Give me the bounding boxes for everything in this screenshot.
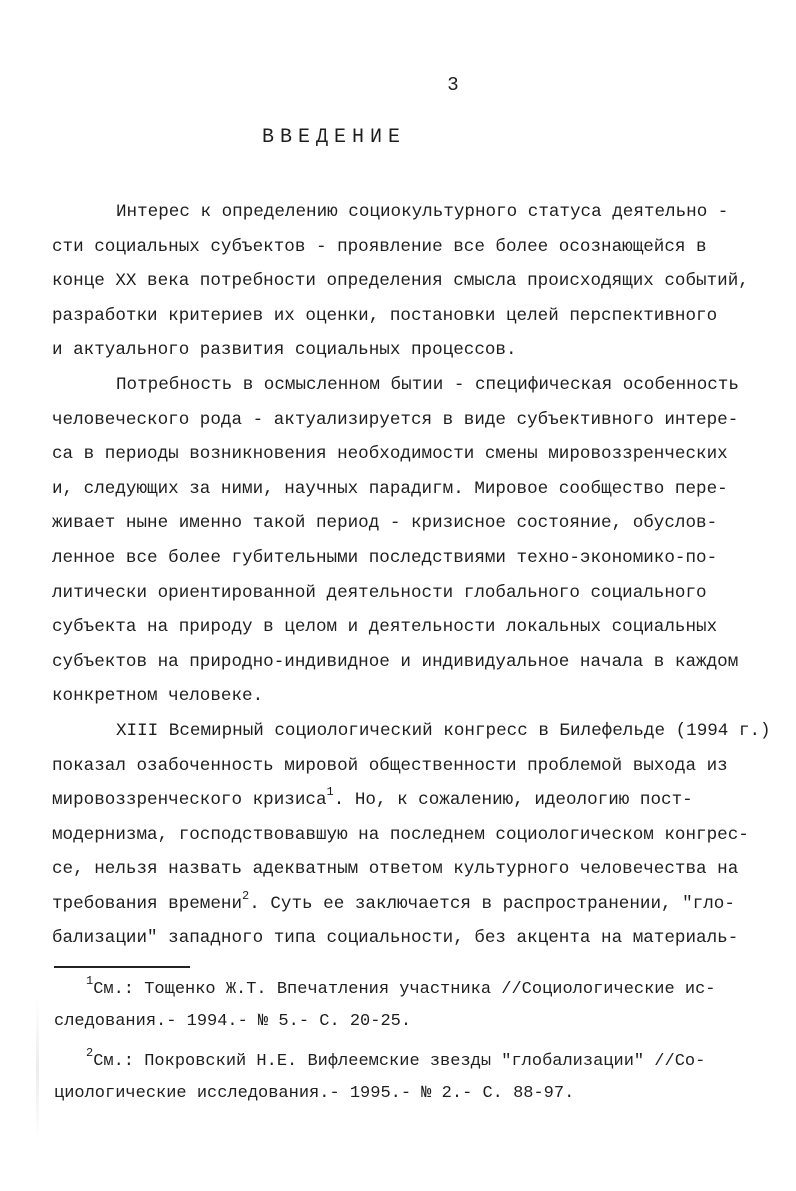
- page-number: 3: [447, 74, 459, 96]
- footnote-text: См.: Покровский Н.Е. Вифлеемские звезды "глобализации" //Со-: [93, 1052, 706, 1071]
- footnote-2: [54, 1046, 744, 1078]
- footnote-1: [54, 974, 744, 1006]
- text-line: разработки критериев их оценки, постановки целей перспективного: [52, 305, 718, 326]
- text-segment: мировоззренческого кризиса: [52, 790, 327, 811]
- footnote-ref-2[interactable]: 2: [242, 888, 250, 903]
- footnotes: [54, 974, 744, 1110]
- text-line: литически ориентированной деятельности глобального социального: [52, 582, 707, 603]
- text-line: субъекта на природу в целом и деятельности локальных социальных: [52, 617, 718, 638]
- text-line: модернизма, господствовавшую на последнем социологическом конгрес-: [52, 824, 749, 845]
- body-text: [52, 195, 771, 956]
- text-line: и актуального развития социальных процессов.: [52, 340, 517, 361]
- footnote-ref-1[interactable]: 1: [326, 785, 334, 800]
- text-line: показал озабоченность мировой общественности проблемой выхода из: [52, 755, 728, 776]
- text-line: Потребность в осмысленном бытии - специфическая особенность: [116, 374, 739, 395]
- text-line: [52, 783, 742, 818]
- section-title: ВВЕДЕНИЕ: [262, 126, 407, 149]
- text-line: бализации" западного типа социальности, без акцента на материаль-: [52, 928, 739, 949]
- text-line: живает ныне именно такой период - кризисное состояние, обуслов-: [52, 513, 718, 534]
- text-line: конце XX века потребности определения смысла происходящих событий,: [52, 271, 749, 292]
- scan-edge-shadow: [36, 1000, 39, 1140]
- text-line: субъектов на природно-индивидное и индивидуальное начала в каждом: [52, 651, 739, 672]
- text-line: человеческого рода - актуализируется в виде субъективного интере-: [52, 409, 739, 430]
- footnote-text: См.: Тощенко Ж.Т. Впечатления участника //Социологические ис-: [93, 980, 716, 999]
- footnote-marker: 2: [86, 1046, 94, 1060]
- footnote-2-continuation: циологические исследования.- 1995.- № 2.- С. 88-97.: [54, 1084, 575, 1103]
- text-line: сти социальных субъектов - проявление все более осознающейся в: [52, 236, 707, 257]
- footnote-1-continuation: следования.- 1994.- № 5.- С. 20-25.: [54, 1012, 412, 1031]
- text-line: конкретном человеке.: [52, 686, 264, 707]
- text-line: Интерес к определению социокультурного статуса деятельно -: [116, 202, 729, 222]
- text-line: ленное все более губительными последствиями техно-экономико-по-: [52, 547, 718, 568]
- text-line: [52, 887, 742, 922]
- text-segment: . Но, к сожалению, идеологию пост-: [333, 790, 693, 811]
- text-line: и, следующих за ними, научных парадигм. Мировое сообщество пере-: [52, 478, 728, 499]
- text-line: XIII Всемирный социологический конгресс в Билефельде (1994 г.): [116, 720, 771, 741]
- text-segment: требования времени: [52, 893, 243, 914]
- text-line: са в периоды возникновения необходимости смены мировоззренческих: [52, 444, 728, 465]
- text-line: се, нельзя назвать адекватным ответом культурного человечества на: [52, 859, 739, 880]
- text-segment: . Суть ее заключается в распространении, "гло-: [249, 893, 735, 914]
- footnote-separator: [54, 966, 190, 968]
- footnote-marker: 1: [86, 974, 94, 988]
